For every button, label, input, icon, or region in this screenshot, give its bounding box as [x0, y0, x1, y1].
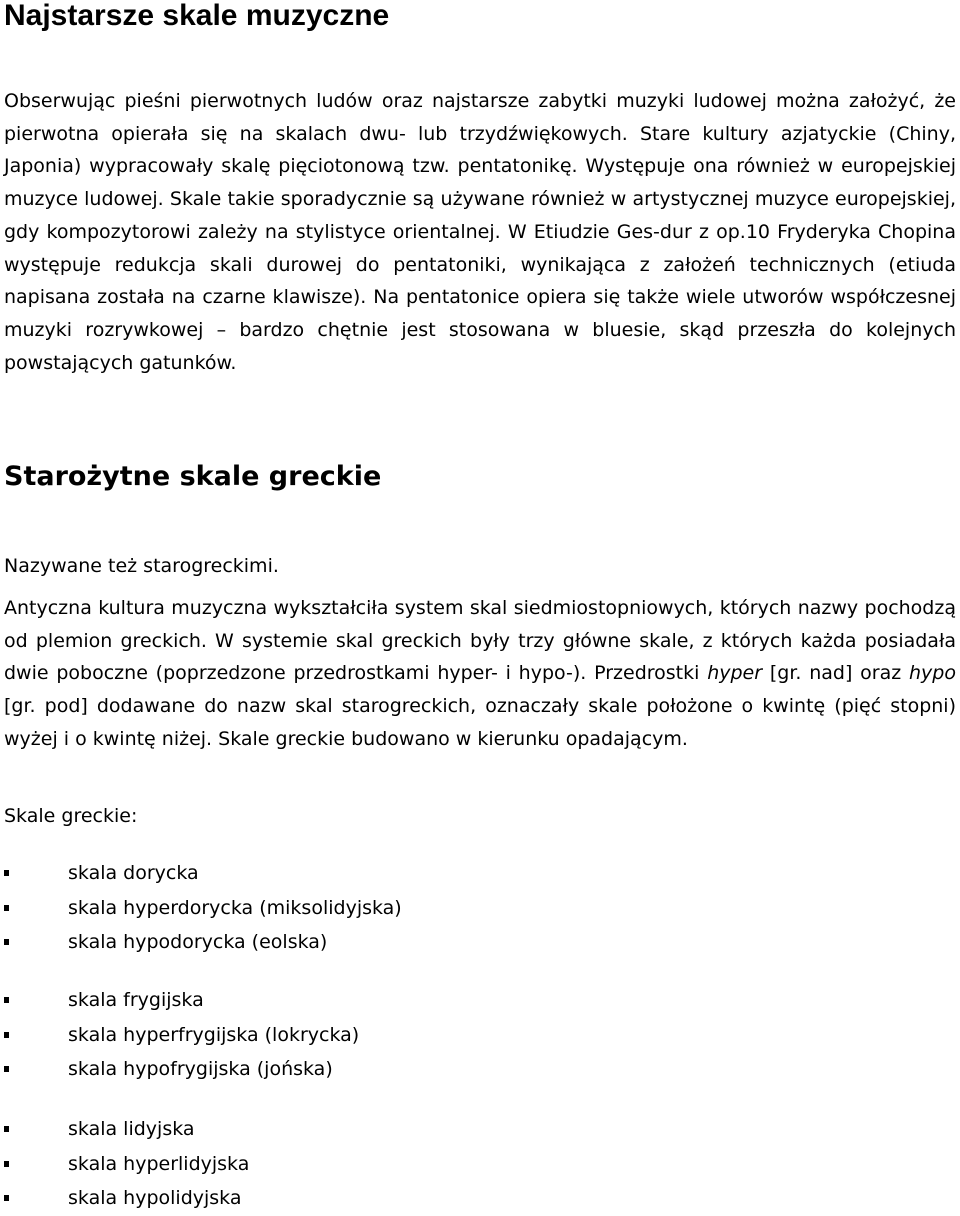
list-item-label: skala hypofrygijska (jońska) [68, 1058, 333, 1080]
section-heading: Starożytne skale greckie [4, 461, 382, 492]
list-item-label: skala lidyjska [68, 1118, 195, 1140]
list-item [4, 856, 402, 891]
scale-list-group-3 [4, 1112, 249, 1216]
body-text-3: [gr. pod] dodawane do nazw skal starogreckich, oznaczały skale położone o kwintę (pięć stopni) wyżej i o kwintę niżej. Skale greckie budowano w kierunku opadającym. [4, 695, 956, 750]
square-bullet-icon [4, 997, 9, 1003]
square-bullet-icon [4, 1195, 9, 1201]
list-item [4, 925, 402, 960]
body-text-1: Antyczna kultura muzyczna wykształciła system skal siedmiostopniowych, których nazwy pochodzą od plemion greckich. W systemie skal greckich były trzy główne skale, z których każda posiadała dwie poboczne (poprzedzone przedrostkami hyper- i hypo-). Przedrostki [4, 597, 956, 685]
list-item-label: skala hyperlidyjska [68, 1152, 250, 1175]
square-bullet-icon [4, 870, 9, 876]
square-bullet-icon [4, 1066, 9, 1072]
scale-list-group-1 [4, 856, 402, 960]
prefix-hyper: hyper [707, 662, 763, 685]
square-bullet-icon [4, 905, 9, 911]
list-item [4, 983, 359, 1018]
square-bullet-icon [4, 1032, 9, 1038]
section-body-paragraph [4, 592, 956, 756]
list-item-label: skala dorycka [68, 862, 199, 884]
square-bullet-icon [4, 1161, 9, 1167]
list-item [4, 1112, 249, 1147]
scale-list-group-2 [4, 983, 359, 1087]
list-item [4, 1018, 359, 1053]
list-item [4, 1052, 359, 1087]
square-bullet-icon [4, 939, 9, 945]
list-item-label: skala hypodorycka (eolska) [68, 931, 328, 953]
list-item-label: skala frygijska [68, 989, 204, 1011]
list-item [4, 891, 402, 926]
list-item [4, 1181, 249, 1216]
prefix-hypo: hypo [909, 662, 956, 685]
list-item [4, 1147, 249, 1182]
list-item-label: skala hyperfrygijska (lokrycka) [68, 1023, 360, 1046]
list-item-label: skala hypolidyjska [68, 1187, 242, 1209]
list-item-label: skala hyperdorycka (miksolidyjska) [68, 896, 402, 919]
square-bullet-icon [4, 1126, 9, 1132]
body-text-2: [gr. nad] oraz [762, 662, 910, 685]
intro-paragraph: Obserwując pieśni pierwotnych ludów oraz najstarsze zabytki muzyki ludowej można założyć, że pierwotna opierała się na skalach dwu- lub trzydźwiękowych. Stare kultury azjatyckie (Chiny, Japonia) wypracowały skalę pięciotonową tzw. pentatonikę. Występuje ona również w europejskiej muzyce ludowej. Skale takie sporadycznie są używane również w artystycznej muzyce europejskiej, gdy kompozytorowi zależy na stylistyce orientalnej. W Etiudzie Ges-dur z op.10 Fryderyka Chopina występuje redukcja skali durowej do pentatoniki, wynikająca z założeń technicznych (etiuda napisana została na czarne klawisze). Na pentatonice opiera się także wiele utworów współczesnej muzyki rozrywkowej – bardzo chętnie jest stosowana w bluesie, skąd przeszła do kolejnych powstających gatunków. [4, 90, 956, 374]
page-title: Najstarsze skale muzyczne [4, 0, 390, 32]
section-alias-paragraph: Nazywane też starogreckimi. [4, 555, 279, 577]
list-label: Skale greckie: [4, 805, 138, 827]
